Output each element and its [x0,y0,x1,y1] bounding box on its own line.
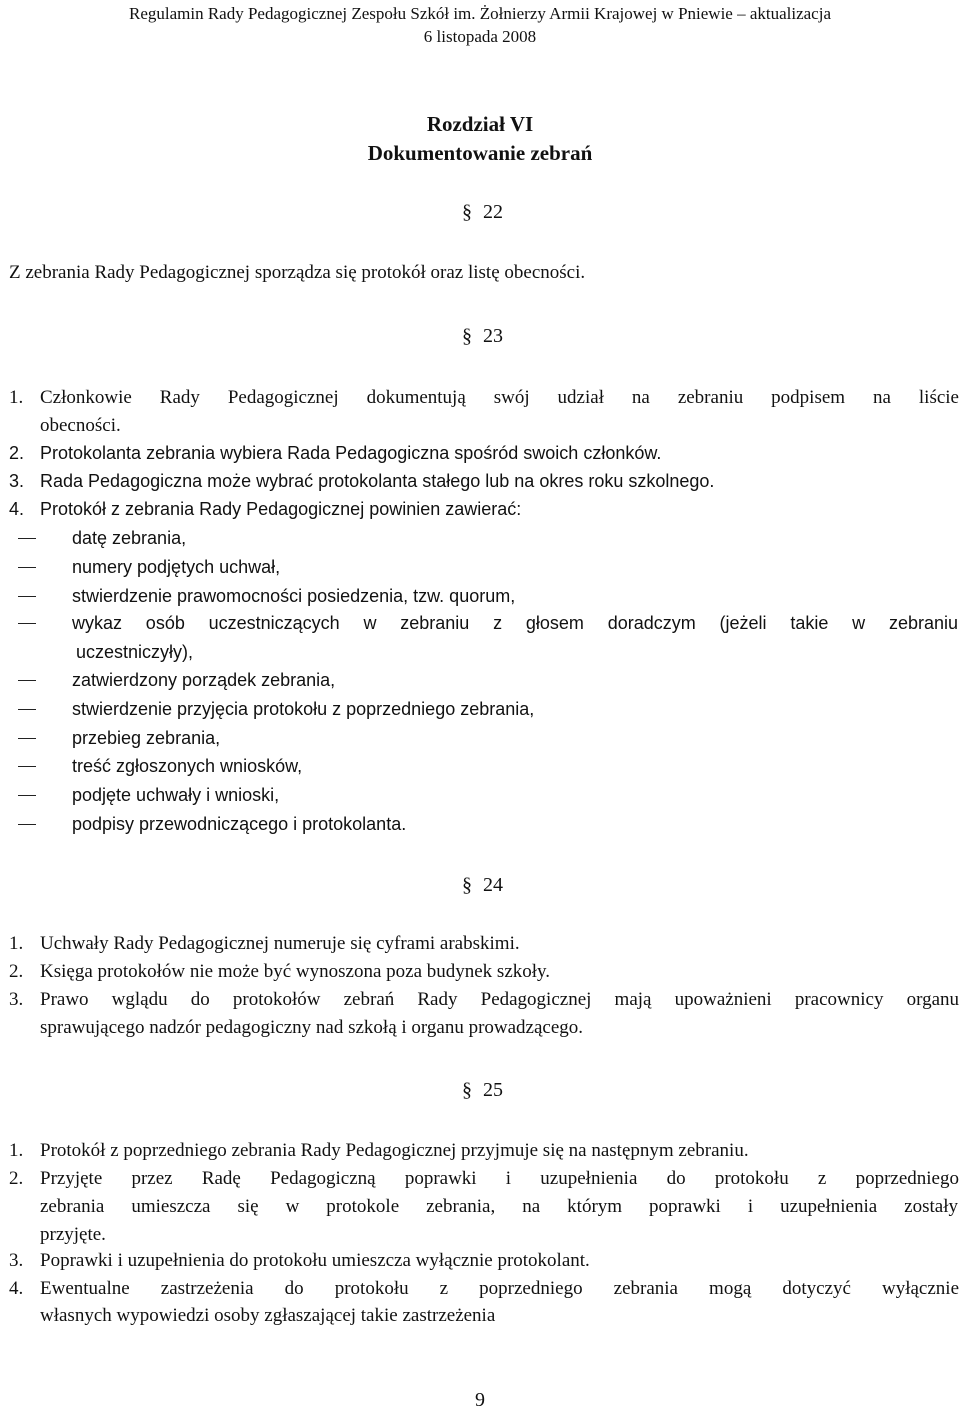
section-25-heading [462,1077,522,1103]
section-24-item-3-line-1 [9,986,959,1014]
item-number: 1. [9,387,24,408]
section-sign: § [462,201,472,223]
dash-bullet [18,824,36,825]
list-item-continuation: uczestniczyły), [76,642,194,662]
item-number: 3. [9,1250,24,1271]
item-number: 2. [9,443,25,463]
section-sign: § [462,874,472,896]
item-text: Protokolanta zebrania wybiera Rada Pedagogiczna spośród swoich członków. [40,443,662,463]
item-text: Prawo wglądu do protokołów zebrań Rady Pedagogicznej mają upoważnieni pracownicy organu [40,989,959,1010]
item-number: 2. [9,1168,24,1189]
section-25-item-2-line-1 [9,1165,959,1193]
list-item-text: zatwierdzony porządek zebrania, [72,670,336,690]
section-23-item-3 [9,467,959,495]
list-item-text: treść zgłoszonych wniosków, [72,756,303,776]
section-number: 24 [483,874,503,896]
dash-bullet [18,709,36,710]
item-text: Członkowie Rady Pedagogicznej dokumentują swój udział na zebraniu podpisem na liście [40,387,959,408]
list-item-text: podjęte uchwały i wnioski, [72,785,280,805]
list-item-text: stwierdzenie prawomocności posiedzenia, tzw. quorum, [72,586,516,606]
item-number: 3. [9,989,24,1010]
section-23-item-1-line-1 [9,384,959,412]
section-24-heading [462,872,522,898]
section-25-item-1 [9,1137,959,1165]
item-number: 3. [9,471,25,491]
item-text: Przyjęte przez Radę Pedagogiczną poprawki i uzupełnienia do protokołu z poprzedniego [40,1168,959,1189]
dash-bullet [18,795,36,796]
list-item-text: numery podjętych uchwał, [72,557,281,577]
dash-bullet [18,623,36,624]
section-24-item-1 [9,930,959,958]
header-title: Regulamin Rady Pedagogicznej Zespołu Szkół im. Żołnierzy Armii Krajowej w Pniewie – aktualizacja [128,4,831,23]
item-number: 1. [9,933,24,954]
list-item-text: stwierdzenie przyjęcia protokołu z poprzedniego zebrania, [72,699,535,719]
dash-bullet [18,766,36,767]
section-24-item-3-line-2: sprawującego nadzór pedagogiczny nad szkołą i organu prowadzącego. [40,1017,584,1038]
section-25-item-3 [9,1247,959,1275]
item-text: Protokół z poprzedniego zebrania Rady Pedagogicznej przyjmuje się na następnym zebraniu. [40,1140,749,1161]
section-number: 25 [483,1079,503,1101]
list-item-text: datę zebrania, [72,528,187,548]
dash-bullet [18,567,36,568]
section-23-item-1-line-2: obecności. [40,415,121,436]
section-sign: § [462,1079,472,1101]
item-number: 1. [9,1140,24,1161]
list-item-text: przebieg zebrania, [72,728,221,748]
section-25-item-2-line-2: zebrania umieszcza się w protokole zebrania, na którym poprawki i uzupełnienia zostały [40,1196,958,1217]
item-text: Księga protokołów nie może być wynoszona poza budynek szkoły. [40,961,551,982]
section-25-item-4-line-1 [9,1275,959,1303]
section-22-heading [462,199,522,225]
section-25-item-2-line-3: przyjęte. [40,1224,106,1245]
item-number: 4. [9,1278,24,1299]
item-number: 4. [9,499,25,519]
section-25-item-4-line-2: własnych wypowiedzi osoby zgłaszającej takie zastrzeżenia [40,1305,496,1326]
chapter-subtitle: Dokumentowanie zebrań [367,141,593,165]
section-23-item-4 [9,495,959,523]
section-22-text: Z zebrania Rady Pedagogicznej sporządza się protokół oraz listę obecności. [9,262,586,283]
section-24-item-2 [9,958,959,986]
header-date: 6 listopada 2008 [423,27,537,46]
running-header [0,2,960,48]
section-number: 23 [483,325,503,347]
dash-bullet [18,680,36,681]
item-text: Protokół z zebrania Rady Pedagogicznej powinien zawierać: [40,499,522,519]
list-item-text: wykaz osób uczestniczących w zebraniu z głosem doradczym (jeżeli takie w zebraniu [72,613,958,633]
item-text: Uchwały Rady Pedagogicznej numeruje się cyframi arabskimi. [40,933,520,954]
section-23-heading [462,323,522,349]
dash-bullet [18,538,36,539]
section-23-item-2 [9,439,959,467]
item-text: Rada Pedagogiczna może wybrać protokolanta stałego lub na okres roku szkolnego. [40,471,715,491]
chapter-title: Rozdział VI [426,112,534,136]
page-number: 9 [475,1389,485,1411]
item-number: 2. [9,961,24,982]
dash-bullet [18,596,36,597]
item-text: Poprawki i uzupełnienia do protokołu umieszcza wyłącznie protokolant. [40,1250,590,1271]
section-number: 22 [483,201,503,223]
chapter-heading [0,110,960,168]
list-item-text: podpisy przewodniczącego i protokolanta. [72,814,407,834]
dash-bullet [18,738,36,739]
section-sign: § [462,325,472,347]
item-text: Ewentualne zastrzeżenia do protokołu z poprzedniego zebrania mogą dotyczyć wyłącznie [40,1278,959,1299]
